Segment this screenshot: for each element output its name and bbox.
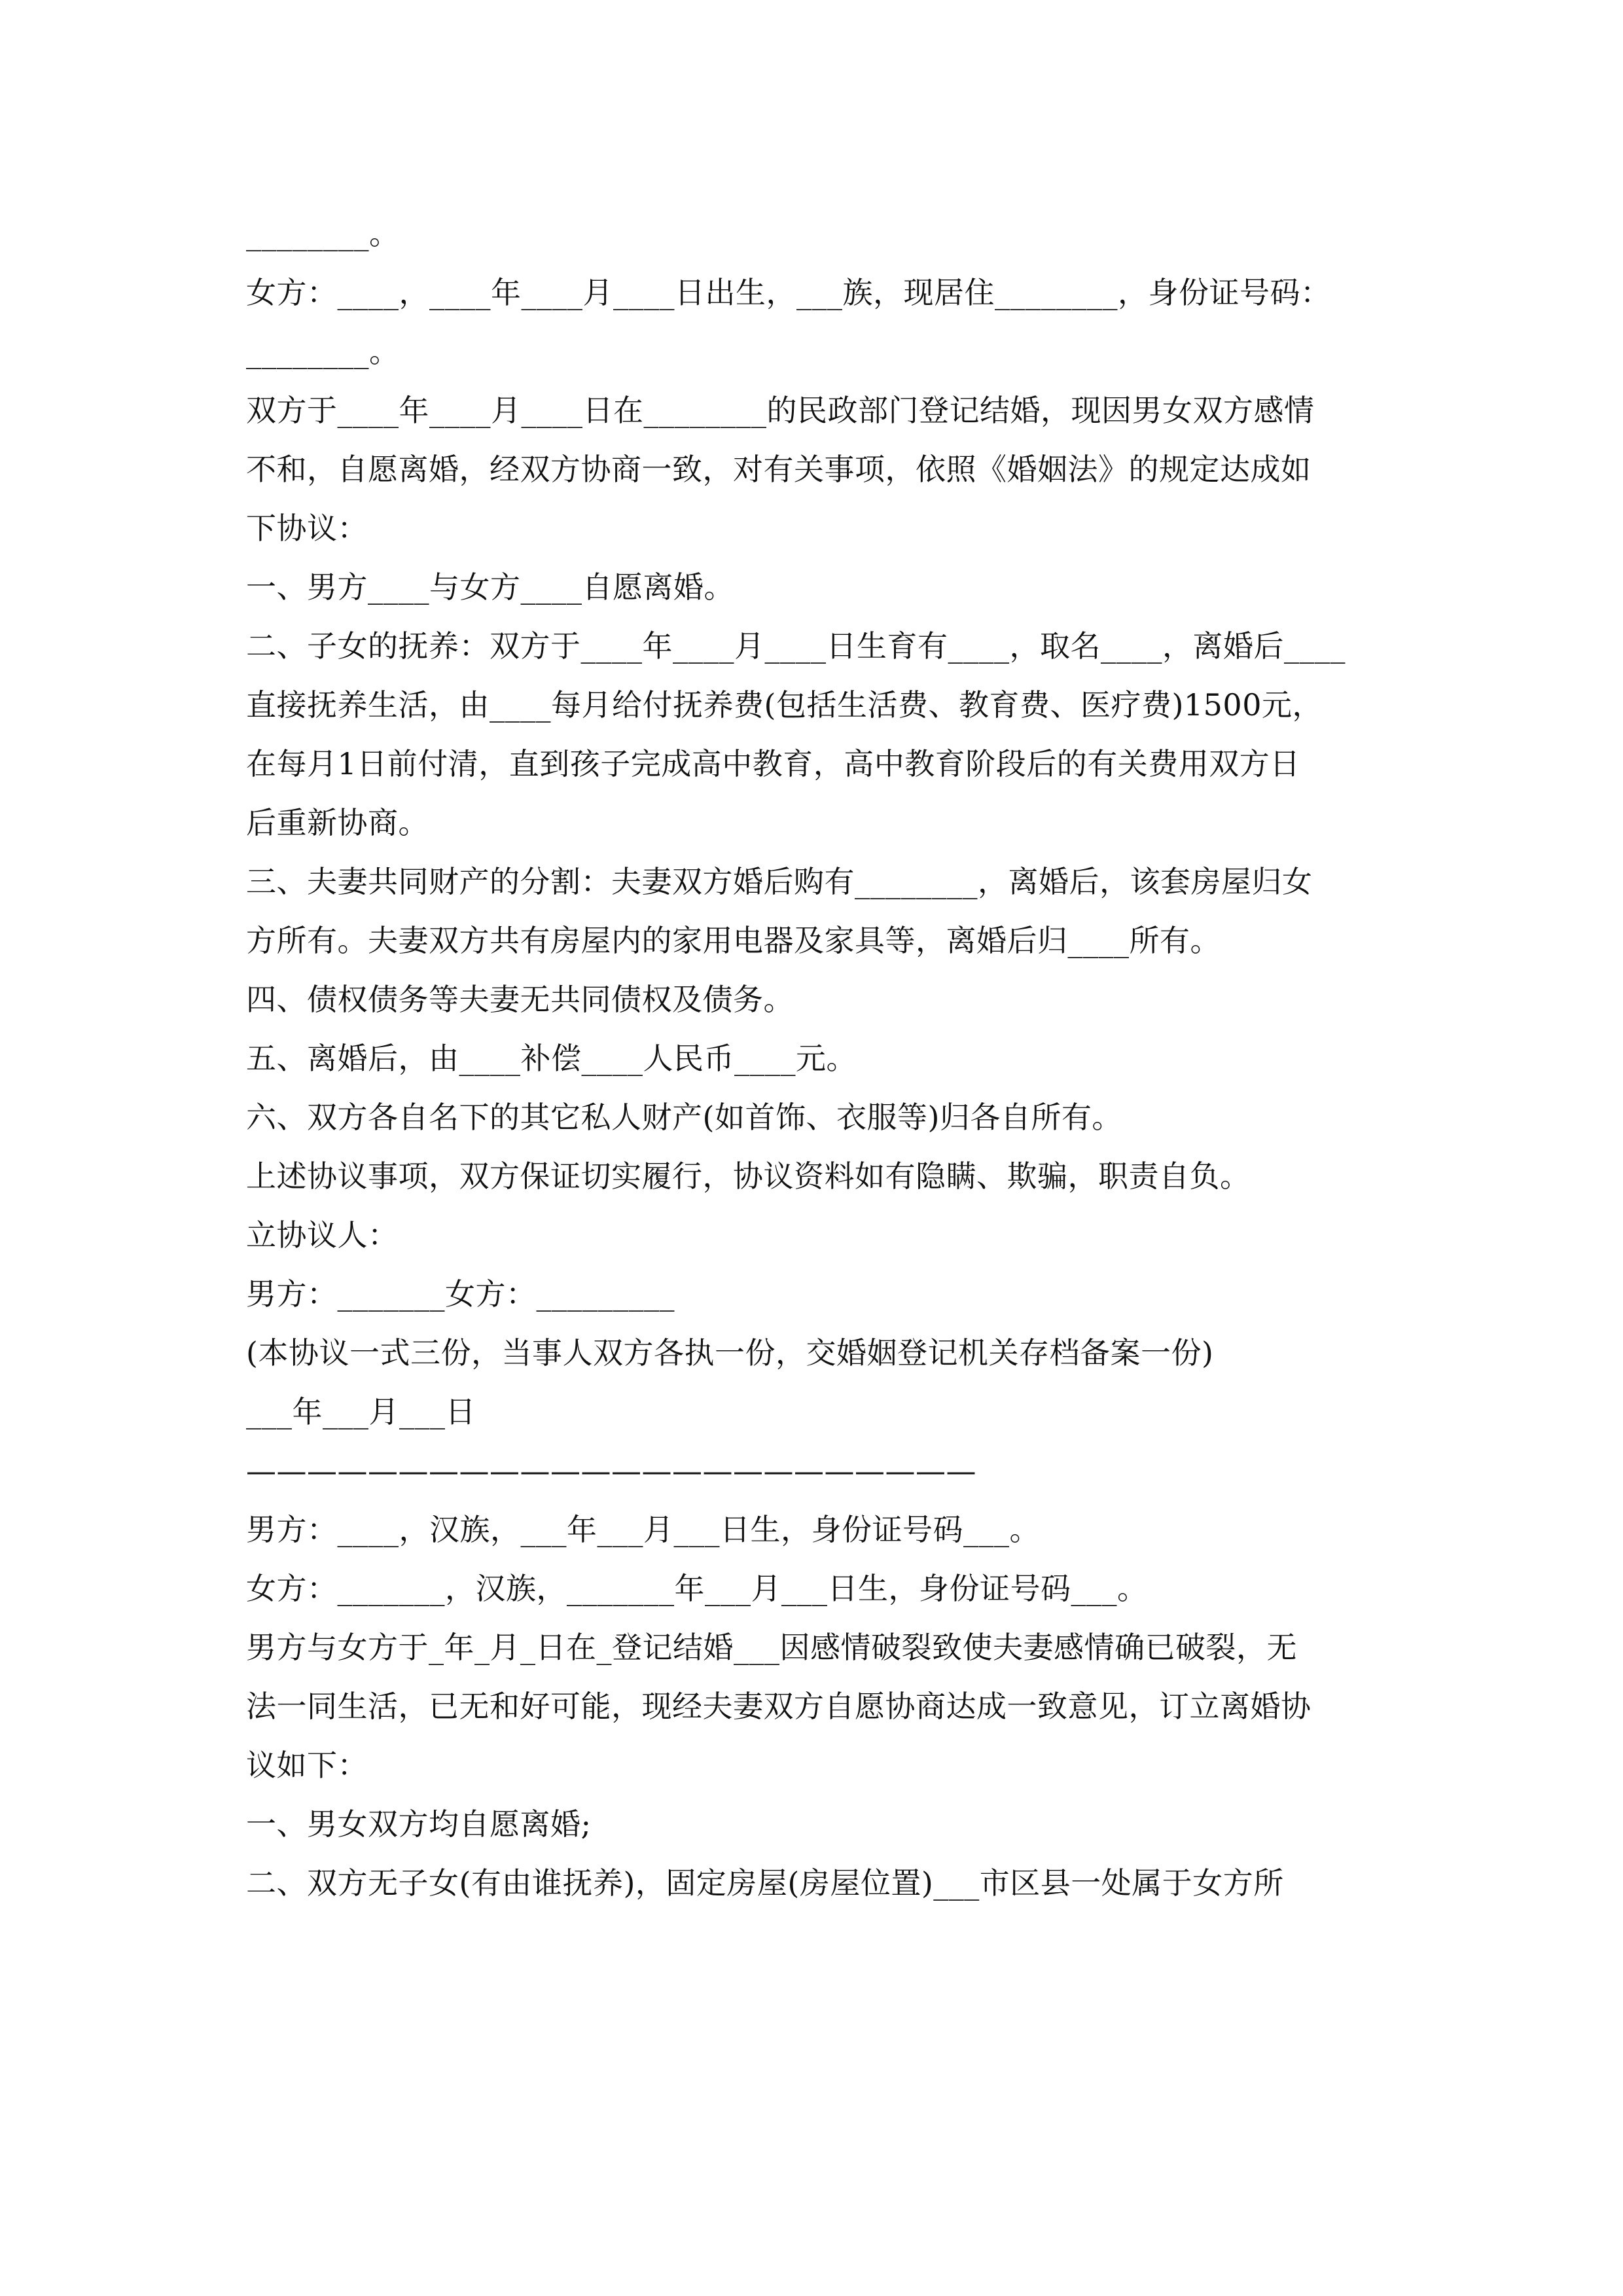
- text-line: (本协议一式三份，当事人双方各执一份，交婚姻登记机关存档备案一份): [246, 1335, 1214, 1371]
- text-line: 在每月1日前付清，直到孩子完成高中教育，高中教育阶段后的有关费用双方日: [246, 746, 1300, 781]
- document-body: [246, 204, 1381, 1912]
- text-line: 议如下：: [246, 1748, 368, 1783]
- text-line: 方所有。夫妻双方共有房屋内的家用电器及家具等，离婚后归____所有。: [246, 923, 1221, 958]
- text-line: 男方：_______女方：_________: [246, 1276, 675, 1312]
- text-line: 上述协议事项，双方保证切实履行，协议资料如有隐瞒、欺骗，职责自负。: [246, 1158, 1251, 1194]
- text-line: 后重新协商。: [246, 805, 429, 840]
- text-line: 男方：____，汉族，___年___月___日生，身份证号码___。: [246, 1512, 1040, 1547]
- text-line: 一、男方____与女方____自愿离婚。: [246, 569, 734, 605]
- text-line: 双方于____年____月____日在________的民政部门登记结婚，现因男女双方感情: [246, 393, 1315, 428]
- text-line: 五、离婚后，由____补偿____人民币____元。: [246, 1041, 857, 1076]
- text-line: 二、子女的抚养：双方于____年____月____日生育有____，取名____，离婚后____: [246, 628, 1346, 664]
- text-line: 男方与女方于_年_月_日在_登记结婚___因感情破裂致使夫妻感情确已破裂，无: [246, 1630, 1297, 1665]
- text-line: 六、双方各自名下的其它私人财产(如首饰、衣服等)归各自所有。: [246, 1100, 1122, 1135]
- text-line: 法一同生活，已无和好可能，现经夫妻双方自愿协商达成一致意见，订立离婚协: [246, 1689, 1311, 1724]
- text-line: 四、债权债务等夫妻无共同债权及债务。: [246, 982, 794, 1017]
- separator-line: ————————————————————————: [246, 1453, 976, 1488]
- text-line: ________。: [246, 334, 400, 369]
- text-line: 女方：____，____年____月____日出生，___族，现居住________，身份证号码：: [246, 275, 1331, 310]
- text-line: ___年___月___日: [246, 1394, 476, 1429]
- text-line: 不和，自愿离婚，经双方协商一致，对有关事项，依照《婚姻法》的规定达成如: [246, 452, 1311, 487]
- text-line: ________。: [246, 216, 400, 251]
- text-line: 下协议：: [246, 511, 368, 546]
- text-line: 直接抚养生活，由____每月给付抚养费(包括生活费、教育费、医疗费)1500元，: [246, 687, 1323, 723]
- text-line: 一、男女双方均自愿离婚;: [246, 1806, 592, 1842]
- text-line: 立协议人：: [246, 1217, 399, 1253]
- text-line: 二、双方无子女(有由谁抚养)，固定房屋(房屋位置)___市区县一处属于女方所: [246, 1865, 1284, 1901]
- text-line: 三、夫妻共同财产的分割：夫妻双方婚后购有________，离婚后，该套房屋归女: [246, 864, 1313, 899]
- text-line: 女方：_______，汉族，_______年___月___日生，身份证号码___。: [246, 1571, 1148, 1606]
